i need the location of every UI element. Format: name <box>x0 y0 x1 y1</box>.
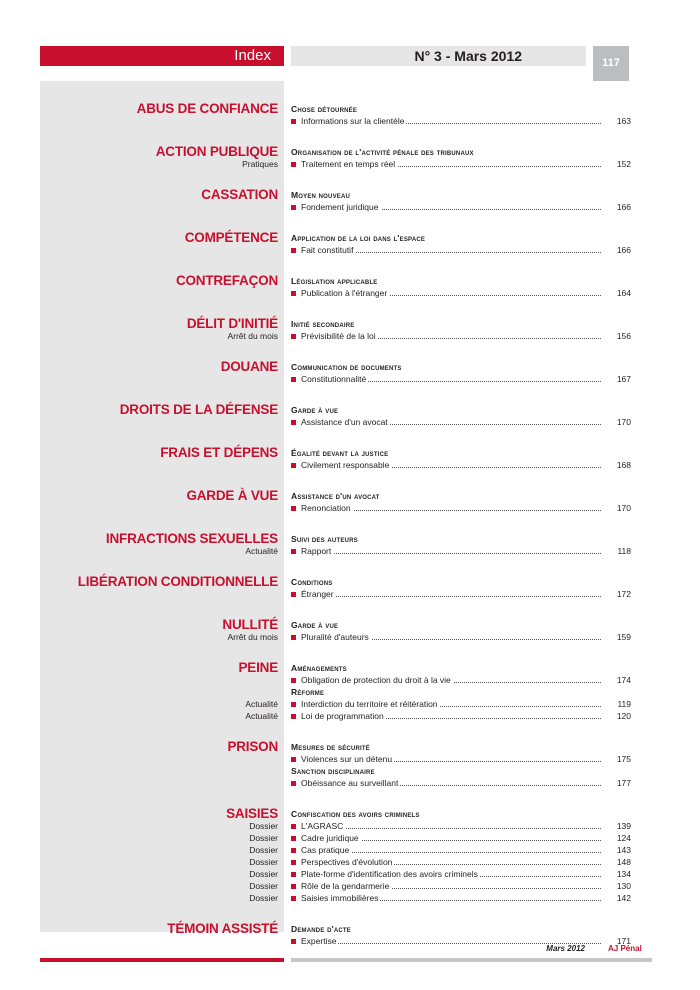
index-item[interactable] <box>291 844 631 856</box>
item-page-number: 134 <box>616 869 631 879</box>
category-heading: TÉMOIN ASSISTÉ <box>167 921 278 936</box>
section-title: Index <box>40 46 284 66</box>
item-page-number: 166 <box>616 245 631 255</box>
subheading: Chose détournée <box>291 104 358 114</box>
item-title: Publication à l'étranger <box>301 288 388 298</box>
index-item[interactable] <box>291 710 631 722</box>
category-heading: SAISIES <box>226 806 278 821</box>
index-item[interactable] <box>291 892 631 904</box>
rubric-label: Actualité <box>245 699 278 709</box>
bullet-square-icon <box>291 896 296 901</box>
item-page-number: 172 <box>616 589 631 599</box>
index-item[interactable] <box>291 880 631 892</box>
index-item[interactable] <box>291 287 631 299</box>
index-item[interactable] <box>291 588 631 600</box>
item-title: Informations sur la clientèle <box>301 116 405 126</box>
item-title: Renonciation <box>301 503 351 513</box>
item-title: Loi de programmation <box>301 711 384 721</box>
footer-rule-right <box>291 958 652 962</box>
subheading: Aménagements <box>291 663 347 673</box>
index-item[interactable] <box>291 416 631 428</box>
item-page-number: 170 <box>616 417 631 427</box>
category-heading: LIBÉRATION CONDITIONNELLE <box>77 574 278 589</box>
item-title: Obéissance au surveillant <box>301 778 399 788</box>
item-title: Rapport <box>301 546 332 556</box>
subheading: Assistance d'un avocat <box>291 491 380 501</box>
item-page-number: 163 <box>616 116 631 126</box>
bullet-square-icon <box>291 836 296 841</box>
bullet-square-icon <box>291 334 296 339</box>
category-heading: ACTION PUBLIQUE <box>155 144 278 159</box>
rubric-label: Actualité <box>245 711 278 721</box>
category-heading: GARDE À VUE <box>186 488 278 503</box>
subheading: Demande d'acte <box>291 924 351 934</box>
bullet-square-icon <box>291 162 296 167</box>
index-item[interactable] <box>291 244 631 256</box>
item-title: Constitutionnalité <box>301 374 367 384</box>
bullet-square-icon <box>291 291 296 296</box>
subheading: Garde à vue <box>291 405 339 415</box>
bullet-square-icon <box>291 377 296 382</box>
footer-publication: AJ Pénal <box>608 944 642 953</box>
bullet-square-icon <box>291 248 296 253</box>
item-page-number: 164 <box>616 288 631 298</box>
index-item[interactable] <box>291 459 631 471</box>
item-title: Cas pratique <box>301 845 350 855</box>
rubric-label: Arrêt du mois <box>227 632 278 642</box>
item-page-number: 168 <box>616 460 631 470</box>
subheading: Initié secondaire <box>291 319 355 329</box>
index-item[interactable] <box>291 698 631 710</box>
item-page-number: 167 <box>616 374 631 384</box>
category-heading: FRAIS ET DÉPENS <box>160 445 278 460</box>
subheading: Garde à vue <box>291 620 339 630</box>
index-item[interactable] <box>291 201 631 213</box>
item-title: Fait constitutif <box>301 245 354 255</box>
issue-title: N° 3 - Mars 2012 <box>291 46 586 66</box>
category-heading: PRISON <box>227 739 278 754</box>
item-title: Interdiction du territoire et réitération <box>301 699 438 709</box>
item-page-number: 170 <box>616 503 631 513</box>
subheading: Application de la loi dans l'espace <box>291 233 426 243</box>
item-page-number: 156 <box>616 331 631 341</box>
index-item[interactable] <box>291 820 631 832</box>
index-item[interactable] <box>291 115 631 127</box>
rubric-label: Dossier <box>249 845 278 855</box>
item-page-number: 159 <box>616 632 631 642</box>
subheading: Communication de documents <box>291 362 402 372</box>
category-heading: NULLITÉ <box>222 617 278 632</box>
item-page-number: 120 <box>616 711 631 721</box>
bullet-square-icon <box>291 781 296 786</box>
bullet-square-icon <box>291 702 296 707</box>
index-item[interactable] <box>291 753 631 765</box>
item-page-number: 143 <box>616 845 631 855</box>
item-page-number: 130 <box>616 881 631 891</box>
bullet-square-icon <box>291 463 296 468</box>
bullet-square-icon <box>291 506 296 511</box>
index-item[interactable] <box>291 777 631 789</box>
rubric-label: Actualité <box>245 546 278 556</box>
item-title: Pluralité d'auteurs <box>301 632 369 642</box>
subheading: Conditions <box>291 577 333 587</box>
category-heading: INFRACTIONS SEXUELLES <box>105 531 278 546</box>
index-item[interactable] <box>291 158 631 170</box>
bullet-square-icon <box>291 848 296 853</box>
bullet-square-icon <box>291 860 296 865</box>
item-title: Prévisibilité de la loi <box>301 331 376 341</box>
item-page-number: 124 <box>616 833 631 843</box>
item-title: Obligation de protection du droit à la vie <box>301 675 451 685</box>
rubric-label: Dossier <box>249 821 278 831</box>
subheading: Mesures de sécurité <box>291 742 370 752</box>
subheading: Moyen nouveau <box>291 190 351 200</box>
rubric-label: Dossier <box>249 833 278 843</box>
item-title: Saisies immobilières <box>301 893 379 903</box>
index-item[interactable] <box>291 868 631 880</box>
item-page-number: 175 <box>616 754 631 764</box>
subheading: Réforme <box>291 687 325 697</box>
item-page-number: 118 <box>617 546 631 556</box>
footer-date: Mars 2012 <box>546 944 585 953</box>
item-title: Plate-forme d'identification des avoirs criminels <box>301 869 478 879</box>
item-title: Violences sur un détenu <box>301 754 393 764</box>
bullet-square-icon <box>291 757 296 762</box>
index-item[interactable] <box>291 856 631 868</box>
bullet-square-icon <box>291 635 296 640</box>
subheading: Sanction disciplinaire <box>291 766 375 776</box>
index-item[interactable] <box>291 631 631 643</box>
item-page-number: 177 <box>616 778 631 788</box>
index-item[interactable] <box>291 545 631 557</box>
rubric-label: Dossier <box>249 881 278 891</box>
bullet-square-icon <box>291 549 296 554</box>
item-page-number: 148 <box>616 857 631 867</box>
category-heading: CONTREFAÇON <box>175 273 278 288</box>
bullet-square-icon <box>291 420 296 425</box>
item-title: Cadre juridique <box>301 833 359 843</box>
index-item[interactable] <box>291 330 631 342</box>
item-page-number: 139 <box>616 821 631 831</box>
rubric-label: Dossier <box>249 893 278 903</box>
subheading: Législation applicable <box>291 276 378 286</box>
rubric-label: Arrêt du mois <box>227 331 278 341</box>
category-heading: PEINE <box>238 660 278 675</box>
item-page-number: 119 <box>617 699 631 709</box>
subheading: Suivi des auteurs <box>291 534 358 544</box>
category-heading: CASSATION <box>201 187 278 202</box>
item-page-number: 152 <box>616 159 631 169</box>
category-heading: DÉLIT D'INITIÉ <box>186 316 278 331</box>
bullet-square-icon <box>291 678 296 683</box>
bullet-square-icon <box>291 205 296 210</box>
footer-rule-left <box>40 958 284 962</box>
index-item[interactable] <box>291 373 631 385</box>
rubric-label: Pratiques <box>242 159 278 169</box>
item-page-number: 174 <box>616 675 631 685</box>
page-number: 117 <box>593 46 629 83</box>
item-title: Rôle de la gendarmerie <box>301 881 390 891</box>
item-title: Perspectives d'évolution <box>301 857 393 867</box>
item-page-number: 166 <box>616 202 631 212</box>
subheading: Organisation de l'activité pénale des tribunaux <box>291 147 474 157</box>
item-page-number: 171 <box>616 936 631 946</box>
item-title: Étranger <box>301 589 334 599</box>
bullet-square-icon <box>291 592 296 597</box>
bullet-square-icon <box>291 884 296 889</box>
bullet-square-icon <box>291 119 296 124</box>
item-title: Traitement en temps réel <box>301 159 396 169</box>
item-title: Civilement responsable <box>301 460 390 470</box>
bullet-square-icon <box>291 824 296 829</box>
rubric-label: Dossier <box>249 869 278 879</box>
category-heading: DOUANE <box>220 359 278 374</box>
index-item[interactable] <box>291 674 631 686</box>
category-heading: COMPÉTENCE <box>184 230 278 245</box>
item-page-number: 142 <box>616 893 631 903</box>
item-title: Fondement juridique <box>301 202 379 212</box>
dot-leader <box>301 553 601 554</box>
category-heading: DROITS DE LA DÉFENSE <box>119 402 278 417</box>
category-column <box>40 81 284 932</box>
item-title: Assistance d'un avocat <box>301 417 388 427</box>
dot-leader <box>301 596 601 597</box>
index-item[interactable] <box>291 832 631 844</box>
dot-leader <box>301 828 601 829</box>
category-heading: ABUS DE CONFIANCE <box>136 101 278 116</box>
item-title: L'AGRASC <box>301 821 344 831</box>
bullet-square-icon <box>291 939 296 944</box>
bullet-square-icon <box>291 872 296 877</box>
index-item[interactable] <box>291 502 631 514</box>
rubric-label: Dossier <box>249 857 278 867</box>
item-title: Expertise <box>301 936 337 946</box>
bullet-square-icon <box>291 714 296 719</box>
subheading: Égalité devant la justice <box>291 448 389 458</box>
subheading: Confiscation des avoirs criminels <box>291 809 420 819</box>
